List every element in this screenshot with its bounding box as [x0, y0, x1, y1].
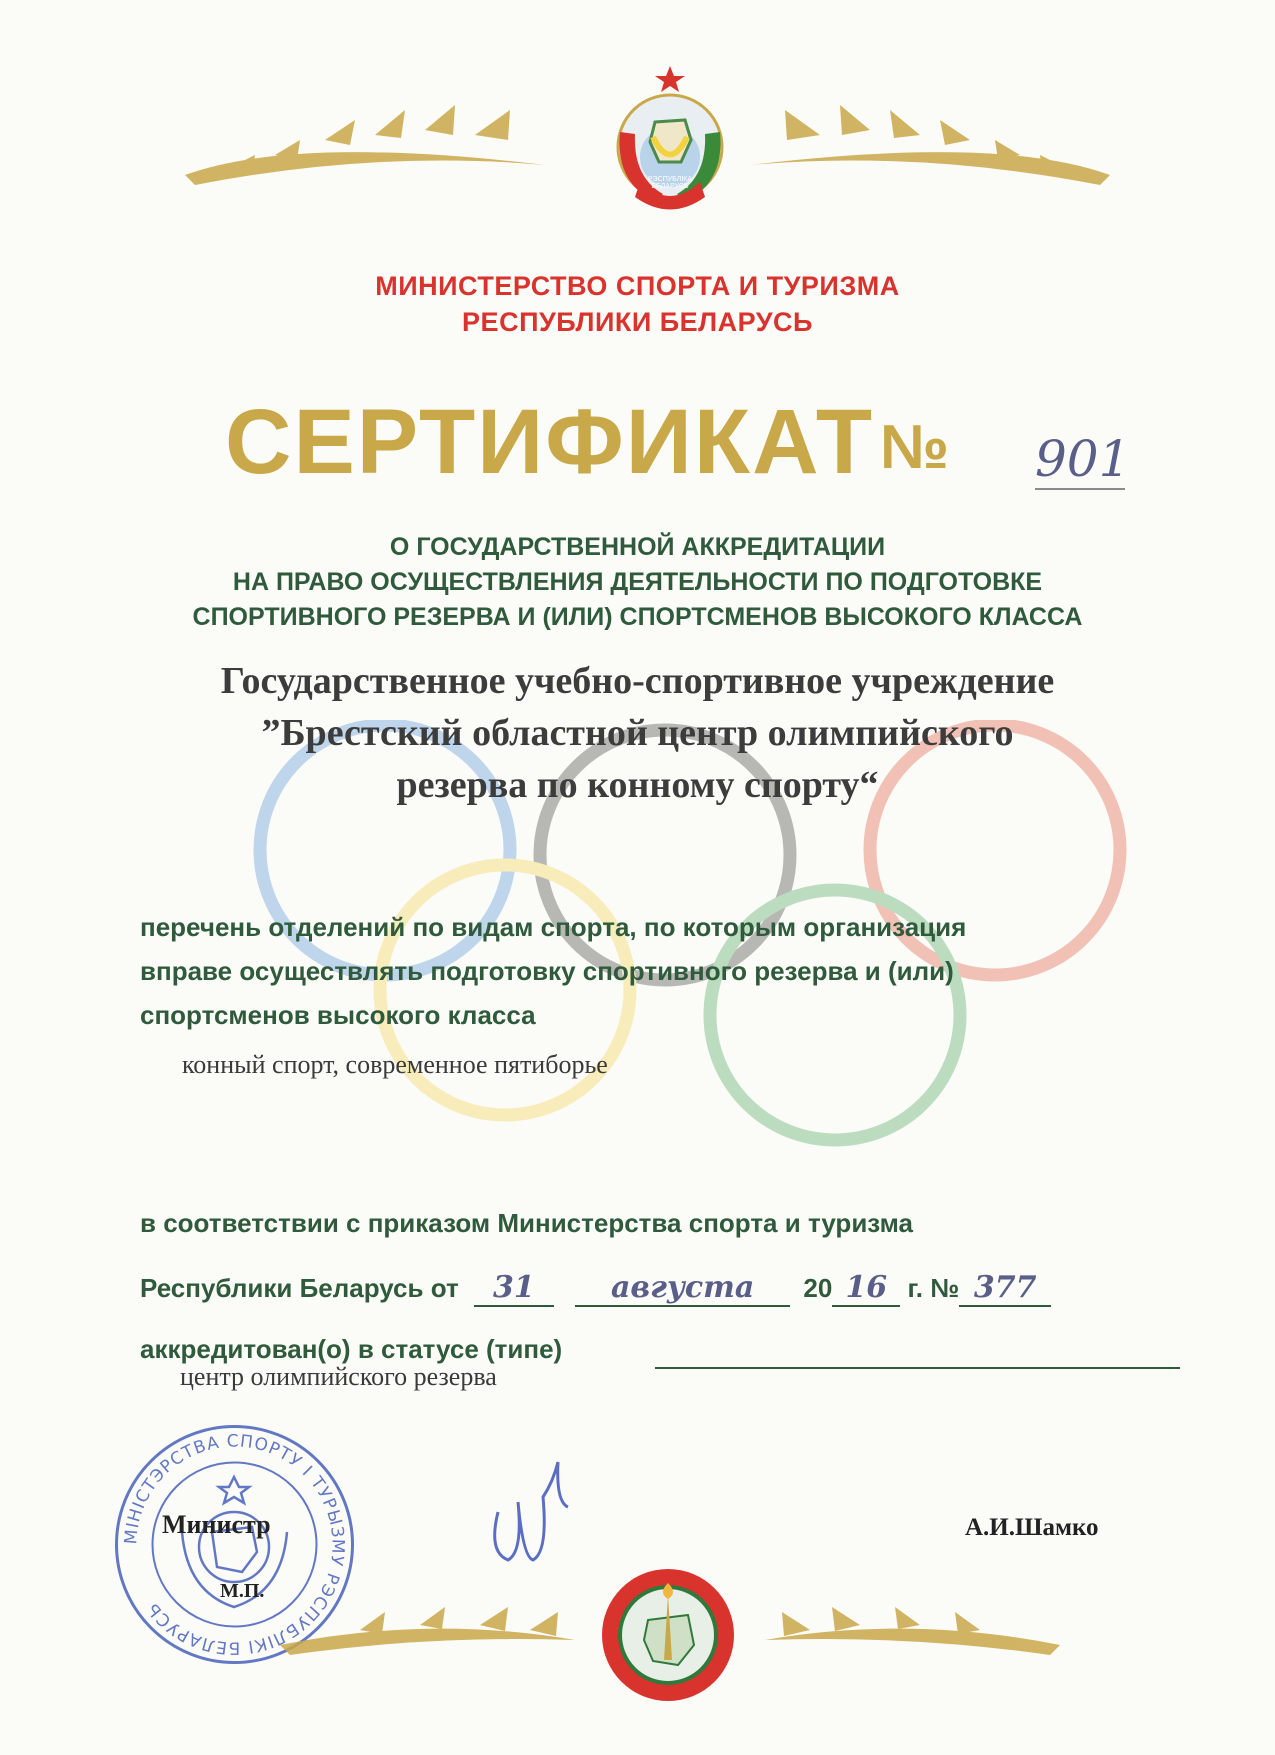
emblem-ribbon-text: [640, 176, 700, 190]
order-year-prefix: 20: [803, 1273, 833, 1303]
certificate-subtitle: [0, 530, 1275, 635]
status-underline: [655, 1367, 1180, 1369]
departments-label-line1: перечень отделений по видам спорта, по которым организация: [140, 912, 967, 942]
gold-ornament-top-right-icon: [740, 95, 1120, 195]
order-month: августа: [575, 1270, 790, 1307]
departments-label-line2: вправе осуществлять подготовку спортивного резерва и (или): [140, 956, 954, 986]
emblem-text-line1: РЭСПУБЛІКА: [647, 176, 693, 183]
signature-position: Министр: [162, 1510, 271, 1539]
stamp-ring-text: МІНІСТЭРСТВА СПОРТУ І ТУРЫЗМУ РЭСПУБЛІКІ БЕЛАРУСЬ: [121, 1431, 348, 1658]
order-number: 377: [959, 1270, 1051, 1307]
emblem-text-line2: БЕЛАРУСЬ: [651, 183, 689, 190]
signatory-name: А.И.Шамко: [965, 1514, 1099, 1541]
departments-label: [140, 905, 966, 1037]
ministry-sport-emblem-icon: [598, 1565, 738, 1705]
gold-ornament-bottom-right-icon: [760, 1595, 1060, 1665]
order-line2: [140, 1270, 1051, 1307]
organization-line3: резерва по конному спорту“: [396, 764, 879, 806]
subtitle-line2: НА ПРАВО ОСУЩЕСТВЛЕНИЯ ДЕЯТЕЛЬНОСТИ ПО ПОДГОТОВКЕ: [232, 568, 1043, 596]
organization-line1: Государственное учебно-спортивное учреждение: [220, 660, 1055, 702]
ministry-header: [0, 268, 1275, 340]
handwritten-signature-icon: [478, 1442, 588, 1572]
departments-label-line3: спортсменов высокого класса: [140, 1000, 536, 1030]
belarus-coat-of-arms-icon: [595, 62, 745, 222]
order-year-label: г. №: [907, 1273, 960, 1303]
organization-line2: ”Брестский областной центр олимпийского: [261, 712, 1014, 754]
order-day: 31: [474, 1270, 554, 1307]
subtitle-line3: СПОРТИВНОГО РЕЗЕРВА И (ИЛИ) СПОРТСМЕНОВ ВЫСОКОГО КЛАССА: [192, 603, 1083, 631]
order-line1: в соответствии с приказом Министерства спорта и туризма: [140, 1208, 913, 1238]
status-value: центр олимпийского резерва: [180, 1362, 497, 1391]
certificate-number-sign: №: [880, 413, 950, 482]
order-year-suffix: 16: [832, 1270, 900, 1307]
gold-ornament-bottom-left-icon: [280, 1595, 580, 1665]
status-label: аккредитован(о) в статусе (типе): [140, 1334, 563, 1364]
ministry-line2: РЕСПУБЛИКИ БЕЛАРУСЬ: [462, 307, 813, 337]
ministry-line1: МИНИСТЕРСТВО СПОРТА И ТУРИЗМА: [375, 271, 900, 301]
departments-value: конный спорт, современное пятиборье: [182, 1050, 608, 1079]
order-prefix: Республики Беларусь от: [140, 1273, 459, 1303]
subtitle-line1: О ГОСУДАРСТВЕННОЙ АККРЕДИТАЦИИ: [389, 533, 886, 561]
certificate-number: 901: [1035, 430, 1131, 488]
organization-name: [0, 655, 1275, 811]
certificate-title: СЕРТИФИКАТ: [225, 391, 875, 493]
gold-ornament-top-left-icon: [175, 95, 555, 195]
stamp-place-label: М.П.: [220, 1580, 265, 1602]
